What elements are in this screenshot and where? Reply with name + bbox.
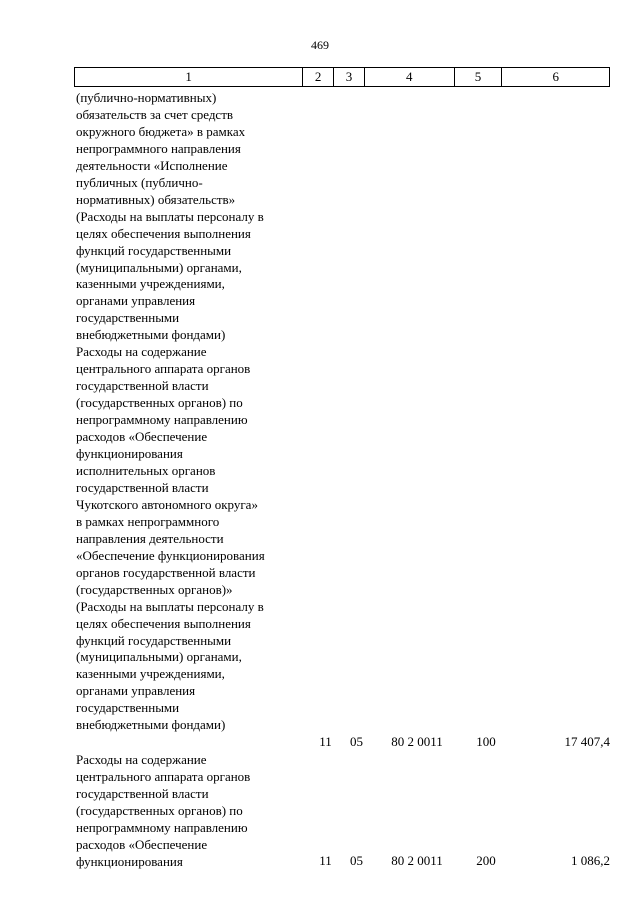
subsection-code: 05 <box>350 734 363 749</box>
section-code: 11 <box>319 734 332 749</box>
table-row <box>74 733 610 750</box>
subsection-code: 05 <box>350 853 363 868</box>
table-header-row <box>74 67 610 87</box>
expense-type-code: 100 <box>476 734 496 749</box>
header-col-2: 2 <box>303 68 334 86</box>
table-row <box>74 852 610 869</box>
row-description-block-a: (публично-нормативных) обязательств за счет средств окружного бюджета» в рамках непрограммного направления деятельности «Исполнение публичных (публично- нормативных) обязательств» (Расходы на выплаты персоналу в целях обеспечения выполнения функций государственными (муниципальными) органами, казенными учреждениями, органами управления государственными внебюджетными фондами) Расходы на содержание центрального аппарата органов государственной власти (государственных органов) по непрограммному направлению расходов «Обеспечение функционирования исполнительных органов государственной власти Чукотского автономного округа» в рамках непрограммного направления деятельности «Обеспечение функционирования органов государственной власти (государственных органов)» (Расходы на выплаты персоналу в целях обеспечения выполнения функций государственными (муниципальными) органами, казенными учреждениями, органами управления государственными внебюджетными фондами) <box>76 90 265 733</box>
header-col-3: 3 <box>334 68 365 86</box>
header-col-1: 1 <box>75 68 303 86</box>
amount-value: 1 086,2 <box>571 853 610 868</box>
amount-value: 17 407,4 <box>564 734 610 749</box>
page-number: 469 <box>311 38 329 52</box>
header-col-6: 6 <box>552 69 559 84</box>
section-code: 11 <box>319 853 332 868</box>
target-article-code: 80 2 0011 <box>391 734 443 749</box>
header-col-4: 4 <box>365 68 455 86</box>
row-description-block-b: Расходы на содержание центрального аппарата органов государственной власти (государственных органов) по непрограммному направлению расходов «Обеспечение функционирования <box>76 752 251 869</box>
header-col-5: 5 <box>455 68 503 86</box>
target-article-code: 80 2 0011 <box>391 853 443 868</box>
expense-type-code: 200 <box>476 853 496 868</box>
